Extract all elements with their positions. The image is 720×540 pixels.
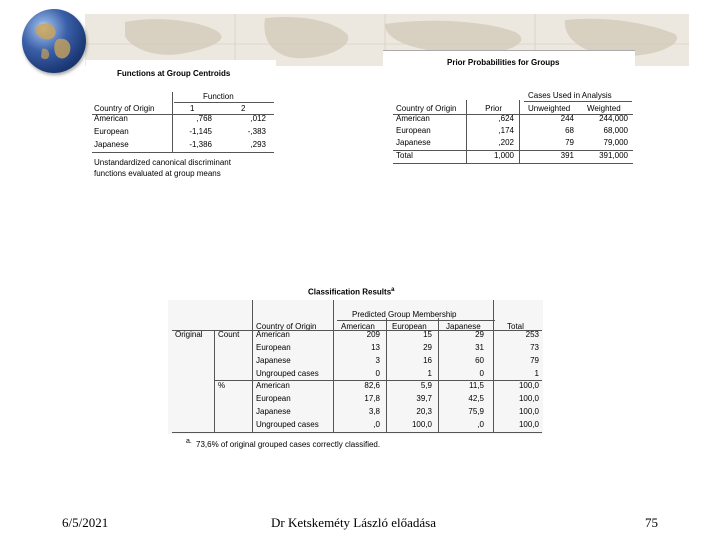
percent-value: 82,6 [364,381,380,390]
classification-title-sup: a [391,287,395,293]
centroids-title: Functions at Group Centroids [117,69,231,78]
count-value: 60 [475,356,484,365]
centroids-row-label: Japanese [94,140,129,149]
percent-row-label: Ungrouped cases [256,420,319,429]
percent-value: 5,9 [420,381,432,390]
count-value: 1 [534,369,539,378]
priors-value: 244 [560,114,574,123]
globe-continents [22,9,86,73]
original-label: Original [175,330,203,339]
priors-col-weighted: Weighted [587,104,621,113]
centroids-col-2: 2 [241,104,246,113]
rule [393,163,633,164]
globe-logo-icon [22,9,86,73]
count-value: 209 [366,330,380,339]
predicted-membership-header: Predicted Group Membership [352,310,457,319]
percent-value: 39,7 [416,394,432,403]
priors-value: 68,000 [603,126,628,135]
priors-value: 79,000 [603,138,628,147]
priors-title: Prior Probabilities for Groups [447,58,560,67]
count-row-label: Japanese [256,356,291,365]
priors-row-label: Japanese [396,138,431,147]
centroids-note: functions evaluated at group means [94,169,221,178]
centroids-row-label: American [94,114,128,123]
priors-value: ,202 [498,138,514,147]
percent-value: ,0 [477,420,484,429]
classification-row-header: Country of Origin [256,322,317,331]
count-value: 16 [423,356,432,365]
percent-value: 100,0 [411,420,432,429]
priors-value: 244,000 [599,114,628,123]
centroids-value: ,768 [196,114,212,123]
priors-value: ,174 [498,126,514,135]
percent-value: 100,0 [518,381,539,390]
percent-value: 11,5 [469,381,484,390]
count-value: 79 [530,356,539,365]
centroids-row-header: Country of Origin [94,104,155,113]
percent-value: ,0 [373,420,380,429]
percent-value: 100,0 [518,407,539,416]
col-japanese: Japanese [446,322,481,331]
centroids-value: ,012 [250,114,266,123]
percent-label: % [218,381,226,390]
col-american: American [341,322,375,331]
rule [92,152,274,153]
percent-value: 75,9 [468,407,484,416]
rule [172,432,542,433]
priors-col-unweighted: Unweighted [528,104,571,113]
rule [174,102,274,103]
percent-value: 100,0 [518,394,539,403]
footnote-mark: a. [186,438,192,445]
centroids-value: -,383 [247,127,266,136]
classification-title-text: Classification Results [308,287,392,297]
percent-value: 17,8 [364,394,380,403]
centroids-value: -1,145 [189,127,212,136]
classification-title [308,287,394,297]
count-value: 1 [427,369,432,378]
percent-value: 42,5 [468,394,484,403]
percent-row-label: European [256,394,291,403]
percent-row-label: American [256,381,290,390]
rule [337,320,495,321]
cases-used-header: Cases Used in Analysis [528,91,612,100]
priors-value: 391 [560,151,574,160]
priors-row-label: American [396,114,430,123]
priors-value: 68 [565,126,574,135]
centroids-value: ,293 [250,140,266,149]
rule [466,100,467,164]
footer-date: 6/5/2021 [62,515,109,530]
centroids-col-1: 1 [190,104,195,113]
rule [252,300,253,432]
rule [524,101,632,102]
count-value: 73 [530,343,539,352]
count-label: Count [218,330,240,339]
count-value: 253 [525,330,539,339]
centroids-value: -1,386 [189,140,212,149]
col-total: Total [507,322,524,331]
priors-row-header: Country of Origin [396,104,457,113]
count-row-label: European [256,343,291,352]
priors-row-label: European [396,126,431,135]
percent-value: 20,3 [416,407,432,416]
count-value: 0 [375,369,380,378]
footer-author: Dr Ketskeméty László előadása [271,515,436,530]
rule [214,330,215,432]
count-value: 0 [479,369,484,378]
count-value: 31 [475,343,484,352]
percent-row-label: Japanese [256,407,291,416]
count-value: 13 [371,343,380,352]
centroids-note: Unstandardized canonical discriminant [94,158,231,167]
percent-value: 3,8 [368,407,380,416]
priors-value: ,624 [498,114,514,123]
rule [519,100,520,164]
rule [493,300,494,432]
priors-value: 1,000 [493,151,514,160]
classification-footnote: 73,6% of original grouped cases correctly classified. [196,440,381,449]
priors-row-label: Total [396,151,413,160]
count-row-label: Ungrouped cases [256,369,319,378]
priors-col-prior: Prior [485,104,502,113]
count-value: 3 [375,356,380,365]
rule [333,300,334,432]
function-header: Function [203,92,234,101]
count-value: 29 [423,343,432,352]
rule [386,318,387,432]
priors-value: 79 [565,138,574,147]
footer-page-number: 75 [645,515,658,530]
rule [438,318,439,432]
count-value: 29 [475,330,484,339]
col-european: European [392,322,427,331]
priors-value: 391,000 [599,151,628,160]
centroids-row-label: European [94,127,129,136]
rule [383,50,635,51]
percent-value: 100,0 [518,420,539,429]
count-value: 15 [423,330,432,339]
count-row-label: American [256,330,290,339]
